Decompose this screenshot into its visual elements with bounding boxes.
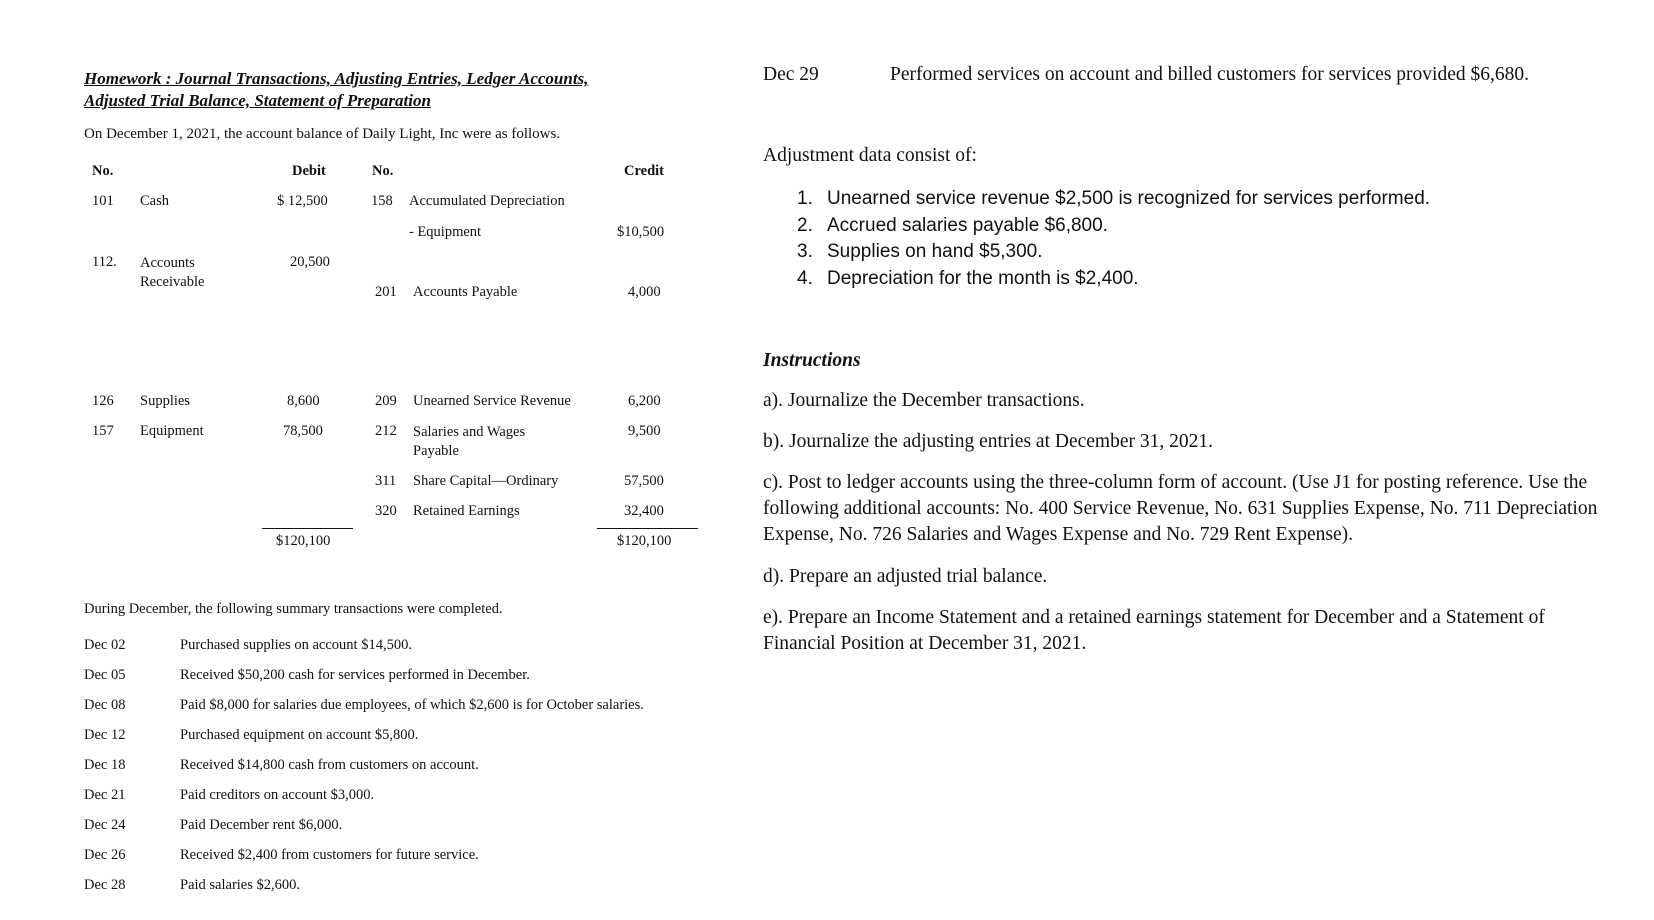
transaction-desc: Paid December rent $6,000.: [180, 817, 343, 833]
credit-account-amount: 4,000: [628, 284, 661, 300]
credit-account-name: Accounts Payable: [413, 284, 518, 300]
credit-account-amount: 32,400: [624, 503, 664, 519]
transactions-intro: During December, the following summary transactions were completed.: [84, 601, 503, 617]
credit-account-no: 209: [375, 393, 397, 409]
transaction-date: Dec 21: [84, 787, 126, 803]
credit-total-rule: [597, 528, 698, 529]
debit-account-no: 157: [92, 423, 114, 439]
transaction-date: Dec 08: [84, 697, 126, 713]
total-debit: $120,100: [276, 533, 331, 549]
debit-account-amount: 20,500: [290, 254, 330, 270]
debit-account-name: Cash: [140, 193, 169, 209]
header-no-left: No.: [92, 163, 114, 179]
credit-account-no: 212: [375, 423, 397, 439]
transaction-desc: Performed services on account and billed customers for services provided $6,680.: [890, 64, 1529, 85]
instruction-item: b). Journalize the adjusting entries at December 31, 2021.: [763, 431, 1213, 452]
header-no-right: No.: [372, 163, 394, 179]
transaction-desc: Purchased equipment on account $5,800.: [180, 727, 419, 743]
debit-account-no: 101: [92, 193, 114, 209]
debit-account-amount: 8,600: [287, 393, 320, 409]
credit-account-no: 311: [375, 473, 397, 489]
transaction-date: Dec 05: [84, 667, 126, 683]
instruction-item: d). Prepare an adjusted trial balance.: [763, 566, 1048, 587]
adjustment-title: Adjustment data consist of:: [763, 145, 977, 166]
transaction-date: Dec 29: [763, 64, 819, 85]
credit-account-name-line2: - Equipment: [409, 224, 482, 240]
transaction-date: Dec 02: [84, 637, 126, 653]
credit-account-amount: 57,500: [624, 473, 664, 489]
credit-account-name: Salaries and Wages Payable: [413, 424, 526, 459]
instruction-item: e). Prepare an Income Statement and a retained earnings statement for December and a Statement of Financial Position at December 31, 2021.: [763, 607, 1545, 654]
credit-account-no: 158: [371, 193, 393, 209]
adjustment-item: [797, 186, 1597, 213]
transaction-date: Dec 24: [84, 817, 126, 833]
debit-account-name: Equipment: [140, 423, 204, 439]
header-credit: Credit: [624, 163, 665, 179]
debit-account-amount: 78,500: [283, 423, 323, 439]
adjustment-item: [797, 266, 1597, 293]
credit-account-amount: 9,500: [628, 423, 661, 439]
transaction-desc: Paid salaries $2,600.: [180, 877, 301, 893]
credit-account-amount: $10,500: [617, 224, 665, 240]
debit-total-rule: [262, 528, 353, 529]
homework-title-line-1: Homework : Journal Transactions, Adjusting Entries, Ledger Accounts,: [84, 69, 589, 88]
transaction-date: Dec 28: [84, 877, 126, 893]
credit-account-name: Accumulated Depreciation: [409, 193, 565, 209]
credit-account-name: Retained Earnings: [413, 503, 520, 519]
adjustment-item-number: 1.: [797, 188, 813, 209]
instruction-item: a). Journalize the December transactions.: [763, 390, 1085, 411]
instruction-item: c). Post to ledger accounts using the three-column form of account. (Use J1 for posting reference. Use the following additional accounts: No. 400 Service Revenue, No. 631 Supplies Expense, No. 711 Depreciation Expense, No. 726 Salaries and Wages Expense and No. 729 Rent Expense).: [763, 472, 1598, 545]
adjustment-item-number: 2.: [797, 214, 813, 236]
transaction-date: Dec 18: [84, 757, 126, 773]
transaction-date: Dec 12: [84, 727, 126, 743]
adjustment-item-text: Accrued salaries payable $6,800.: [827, 214, 1108, 236]
adjustment-item: [797, 213, 1597, 240]
credit-account-amount: 6,200: [628, 393, 661, 409]
debit-account-amount: $ 12,500: [277, 193, 328, 209]
adjustment-item-text: Supplies on hand $5,300.: [827, 241, 1043, 262]
transaction-desc: Paid creditors on account $3,000.: [180, 787, 375, 803]
adjustment-list: [797, 186, 1597, 292]
transaction-desc: Paid $8,000 for salaries due employees, of which $2,600 is for October salaries.: [180, 697, 644, 713]
total-credit: $120,100: [617, 533, 672, 549]
instructions-title: Instructions: [763, 350, 861, 371]
credit-account-name: Unearned Service Revenue: [413, 393, 571, 409]
transaction-desc: Received $50,200 cash for services performed in December.: [180, 667, 530, 683]
credit-account-no: 201: [375, 284, 397, 300]
debit-account-no: 112.: [92, 254, 117, 270]
transaction-desc: Received $14,800 cash from customers on account.: [180, 757, 479, 773]
transaction-date: Dec 26: [84, 847, 126, 863]
adjustment-item-number: 4.: [797, 267, 813, 289]
debit-account-name: Supplies: [140, 393, 190, 409]
adjustment-item-text: Unearned service revenue $2,500 is recognized for services performed.: [827, 188, 1431, 209]
adjustment-item: [797, 239, 1597, 266]
intro-text: On December 1, 2021, the account balance of Daily Light, Inc were as follows.: [84, 126, 561, 142]
homework-title-line-2: Adjusted Trial Balance, Statement of Preparation: [84, 91, 431, 110]
header-debit: Debit: [292, 163, 326, 179]
adjustment-item-text: Depreciation for the month is $2,400.: [827, 267, 1139, 289]
debit-account-name: Accounts Receivable: [140, 255, 205, 290]
transaction-desc: Received $2,400 from customers for future service.: [180, 847, 479, 863]
credit-account-no: 320: [375, 503, 397, 519]
adjustment-item-number: 3.: [797, 241, 813, 262]
transaction-desc: Purchased supplies on account $14,500.: [180, 637, 412, 653]
debit-account-no: 126: [92, 393, 114, 409]
credit-account-name: Share Capital—Ordinary: [413, 473, 559, 489]
